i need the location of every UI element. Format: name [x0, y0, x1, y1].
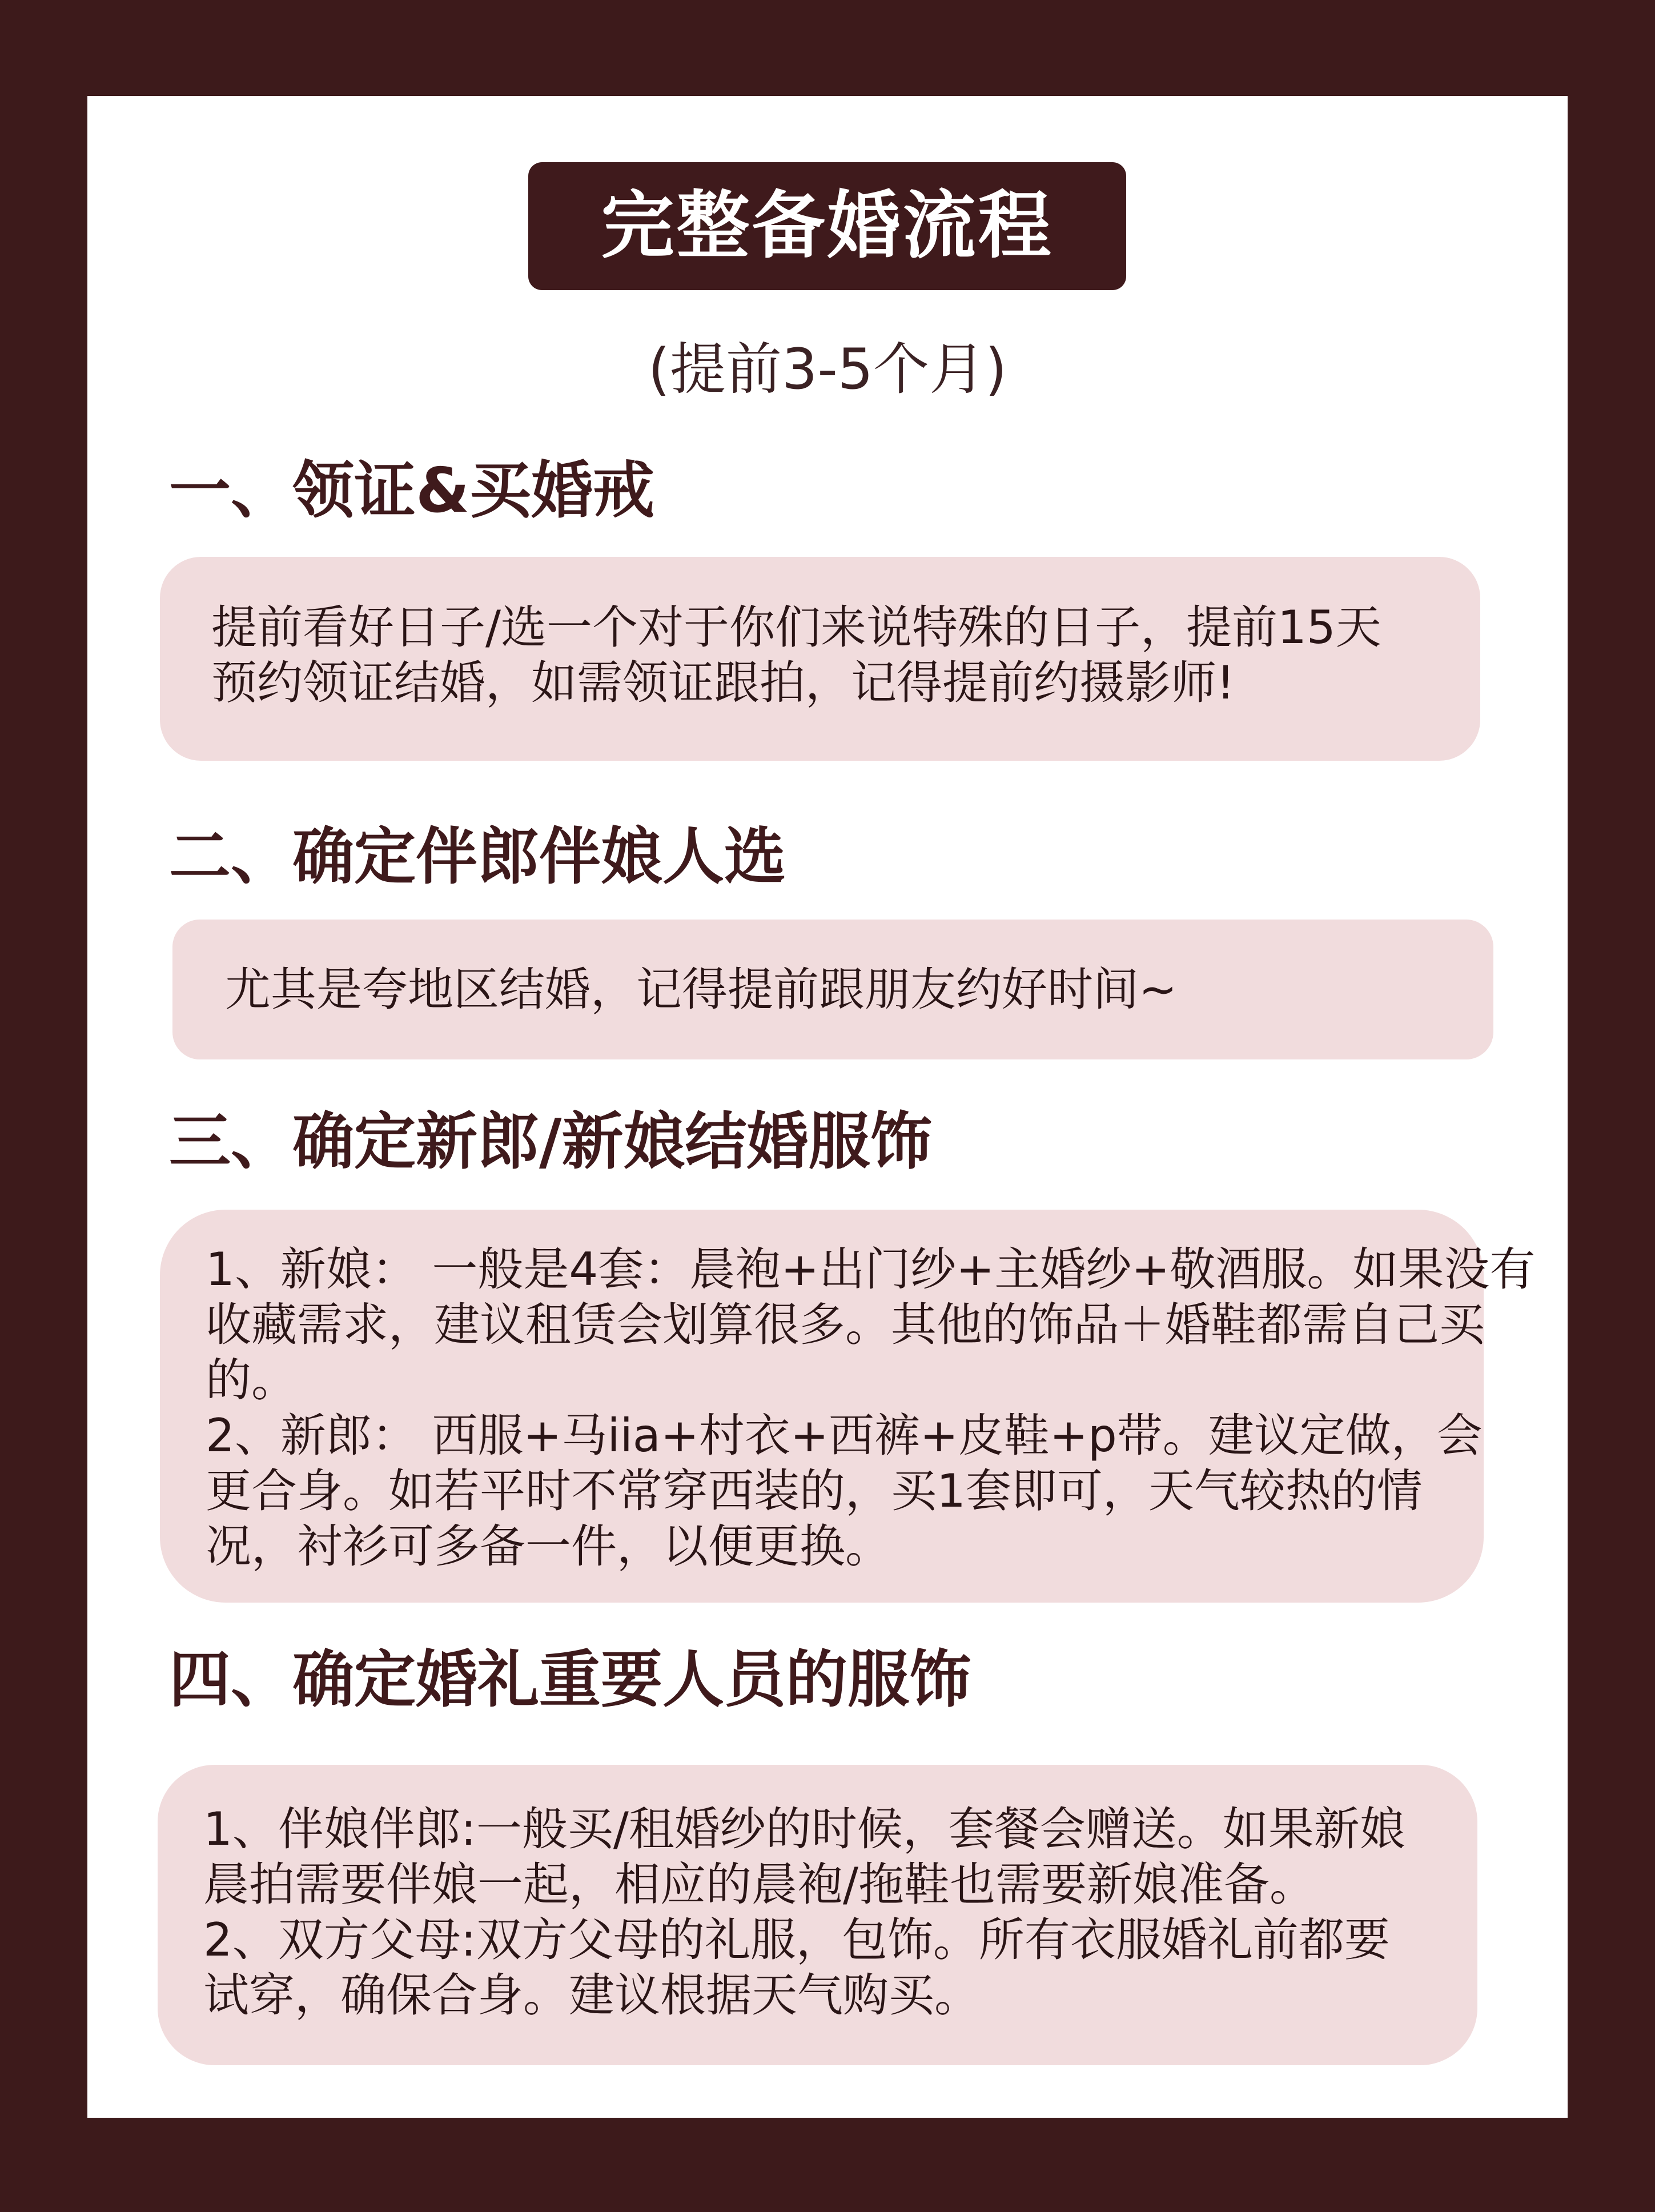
section-4-line-3: 2、双方父母:双方父母的礼服，包饰。所有衣服婚礼前都要 [203, 1913, 1390, 1966]
section-2-line-1: 尤其是夸地区结婚，记得提前跟朋友约好时间~ [225, 963, 1178, 1016]
section-3-line-2: 收藏需求，建议租赁会划算很多。其他的饰品＋婚鞋都需自己买 [206, 1298, 1485, 1351]
section-heading-1: 一、领证&买婚戒 [169, 455, 655, 527]
section-4-line-1: 1、伴娘伴郎:一般买/租婚纱的时候，套餐会赠送。如果新娘 [203, 1802, 1405, 1856]
section-3-line-6: 况，衬衫可多备一件，以便更换。 [206, 1520, 891, 1573]
section-heading-4: 四、确定婚礼重要人员的服饰 [169, 1644, 971, 1716]
section-box-3 [160, 1210, 1536, 1603]
page-subtitle: (提前3-5个月) [648, 337, 1007, 402]
section-box-4 [158, 1765, 1477, 2065]
section-4-line-2: 晨拍需要伴娘一起，相应的晨袍/拖鞋也需要新娘准备。 [203, 1858, 1315, 1911]
section-3-line-1: 1、新娘： 一般是4套：晨袍+出门纱+主婚纱+敬酒服。如果没有 [206, 1243, 1536, 1296]
section-heading-2: 二、确定伴郎伴娘人选 [169, 821, 786, 893]
section-1-line-2: 预约领证结婚，如需领证跟拍，记得提前约摄影师! [211, 656, 1235, 709]
page-title: 完整备婚流程 [528, 162, 1126, 290]
section-1-line-1: 提前看好日子/选一个对于你们来说特殊的日子，提前15天 [211, 601, 1381, 654]
section-box-2 [172, 920, 1493, 1059]
section-3-line-3: 的。 [206, 1354, 297, 1407]
section-heading-3: 三、确定新郎/新娘结婚服饰 [169, 1106, 932, 1178]
section-3-line-4: 2、新郎： 西服+马iia+村衣+西裤+皮鞋+p带。建议定做，会 [206, 1409, 1483, 1462]
section-4-line-4: 试穿，确保合身。建议根据天气购买。 [203, 1969, 980, 2022]
section-3-line-5: 更合身。如若平时不常穿西装的，买1套即可，天气较热的情 [206, 1464, 1423, 1518]
section-box-1 [160, 557, 1480, 761]
